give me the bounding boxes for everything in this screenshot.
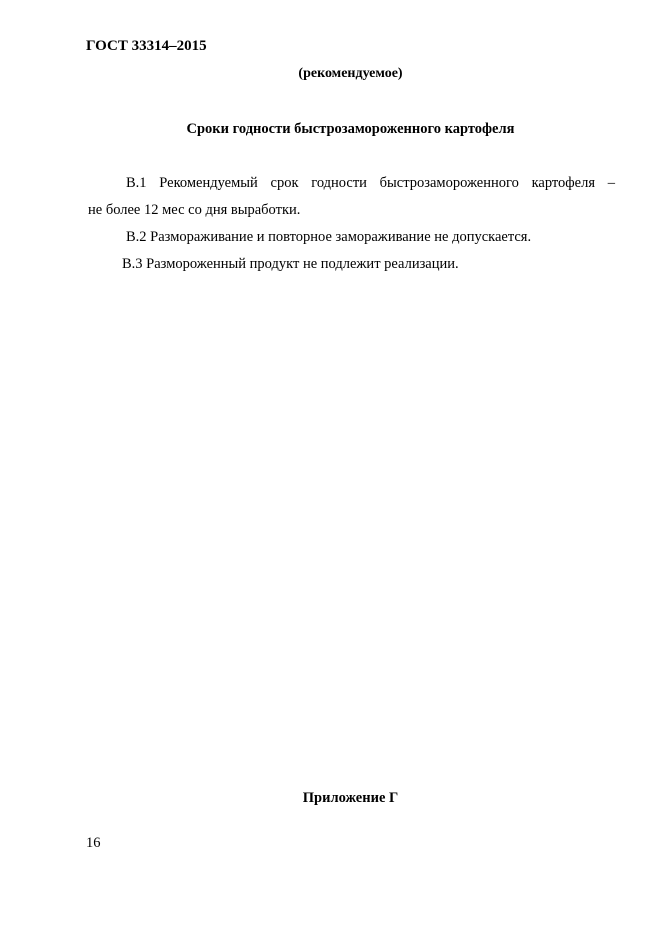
annex-title-line: [0, 121, 661, 138]
page-number: 16: [86, 835, 101, 851]
paragraph-b1-line2: не более 12 мес со дня выработки.: [88, 202, 301, 218]
document-code: ГОСТ 33314–2015: [86, 38, 207, 54]
annex-status: (рекомендуемое): [298, 66, 403, 81]
annex-title: Сроки годности быстрозамороженного картофеля: [186, 121, 515, 137]
next-annex-heading: Приложение Г: [302, 790, 399, 806]
next-annex-heading-line: [0, 790, 661, 807]
paragraph-b3: В.3 Размороженный продукт не подлежит реализации.: [122, 256, 459, 272]
annex-status-line: [0, 66, 661, 82]
paragraph-b2: В.2 Размораживание и повторное замораживание не допускается.: [126, 229, 532, 245]
paragraph-b1-line1: В.1 Рекомендуемый срок годности быстрозамороженного картофеля –: [126, 175, 615, 191]
